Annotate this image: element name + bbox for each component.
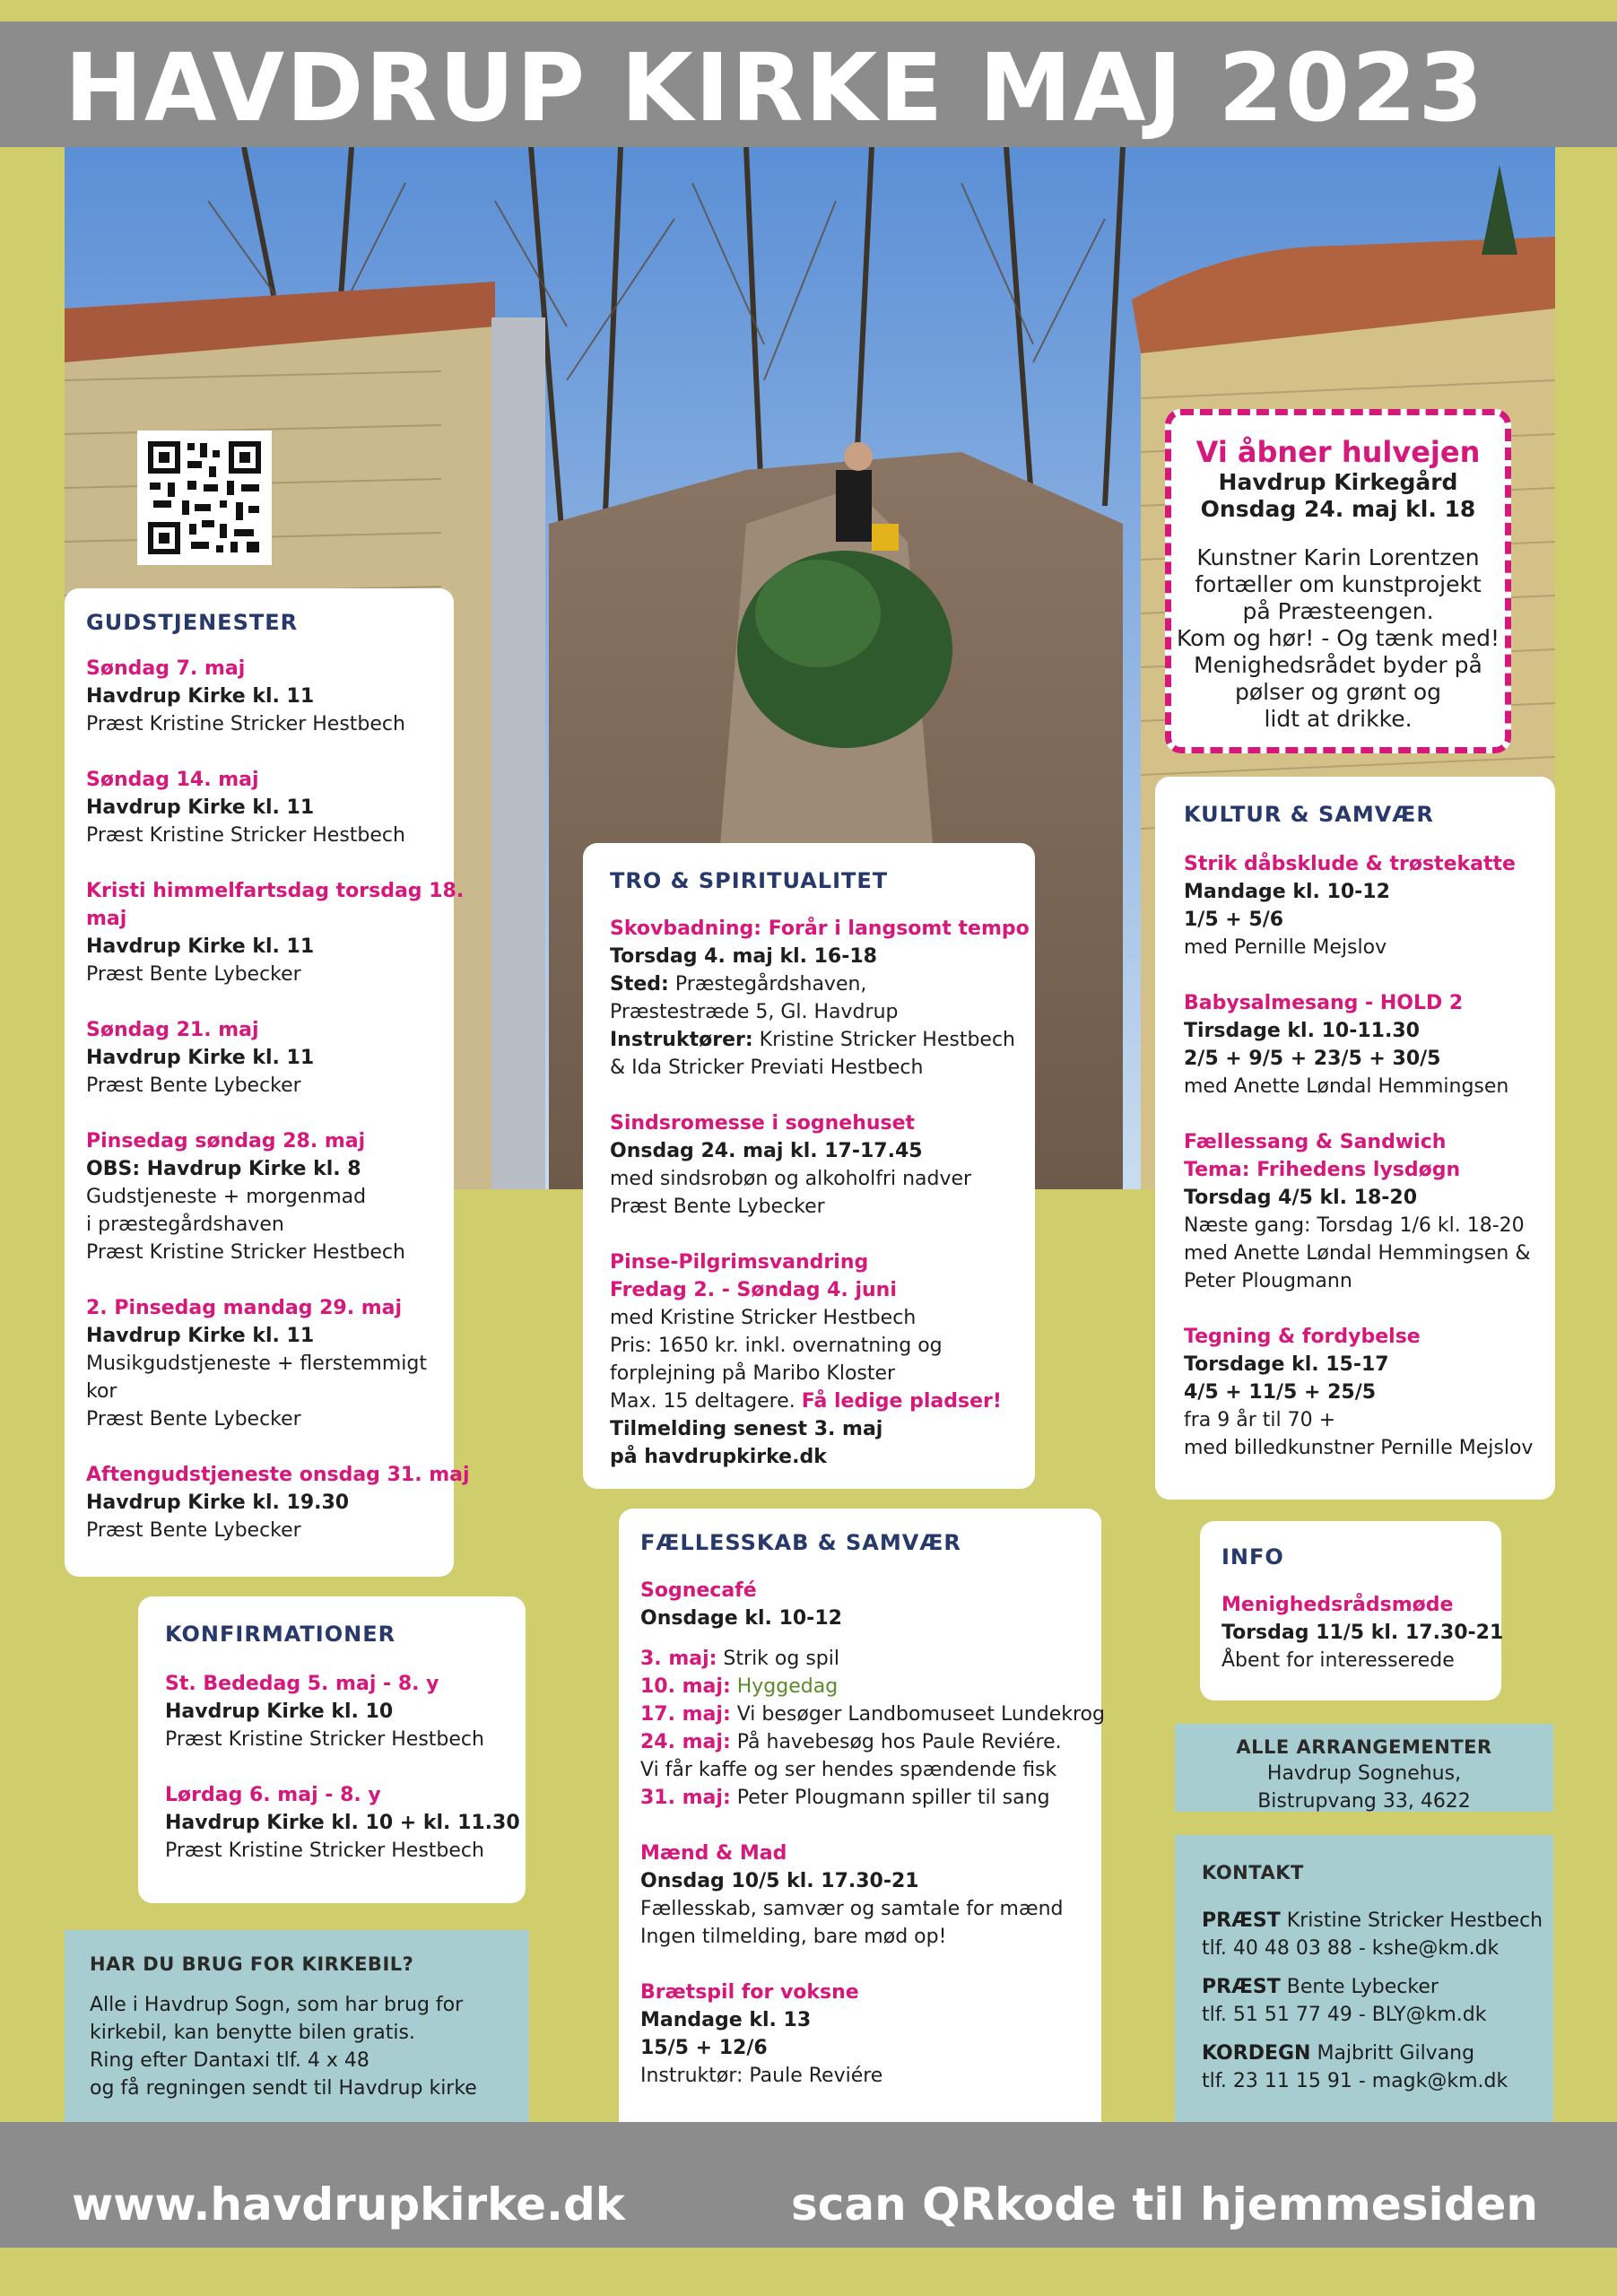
- event-line: [610, 1387, 1013, 1415]
- event-title: Fredag 2. - Søndag 4. juni: [610, 1279, 897, 1301]
- event-line: Fællesskab, samvær og samtale for mænd: [640, 1898, 1064, 1920]
- alle-body: [1184, 1760, 1544, 1815]
- event-value: Kristine Stricker Hestbech: [752, 1029, 1015, 1051]
- event-when: Torsdage kl. 15-17: [1184, 1353, 1389, 1376]
- qr-caption: scan QRkode til hjemmesiden: [790, 2179, 1538, 2231]
- highlight-line: lidt at drikke.: [1264, 706, 1413, 732]
- event-line: Pris: 1650 kr. inkl. overnatning og: [610, 1335, 943, 1357]
- event-line: Instruktør: Paule Reviére: [640, 2065, 883, 2087]
- kultur-card: [1155, 777, 1555, 1500]
- service-extra: kor: [86, 1380, 117, 1403]
- contact-name-line: [1202, 1973, 1535, 2001]
- service-extra: Gudstjeneste + morgenmad: [86, 1186, 367, 1208]
- event-title: Sognecafé: [640, 1579, 757, 1602]
- event-line: Tilmelding senest 3. maj: [610, 1418, 883, 1440]
- service-place: OBS: Havdrup Kirke kl. 8: [86, 1158, 361, 1180]
- event-title: Fællessang & Sandwich: [1184, 1131, 1447, 1153]
- footer-bar: [0, 2122, 1617, 2248]
- cafe-date: 3. maj:: [640, 1648, 717, 1670]
- event-label: Sted:: [610, 973, 669, 996]
- event-line: & Ida Stricker Previati Hestbech: [610, 1057, 924, 1079]
- event-title: Tema: Frihedens lysdøgn: [1184, 1159, 1461, 1181]
- event-when: Torsdag 11/5 kl. 17.30-21: [1221, 1622, 1504, 1644]
- event-when: Tirsdage kl. 10-11.30: [1184, 1020, 1420, 1042]
- kirkebil-line: Ring efter Dantaxi tlf. 4 x 48: [90, 2049, 369, 2072]
- event-line: Præstestræde 5, Gl. Havdrup: [610, 1001, 899, 1023]
- event-line: med Kristine Stricker Hestbech: [610, 1307, 917, 1329]
- service-date: Søndag 21. maj: [86, 1019, 259, 1041]
- event-title: Skovbadning: Forår i langsomt tempo: [610, 918, 1030, 940]
- kirkebil-line: og få regningen sendt til Havdrup kirke: [90, 2077, 477, 2100]
- tro-title: TRO & SPIRITUALITET: [610, 868, 889, 893]
- service-priest: Præst Kristine Stricker Hestbech: [86, 1241, 405, 1264]
- alle-title: ALLE ARRANGEMENTER: [1236, 1736, 1492, 1758]
- info-card: [1200, 1521, 1504, 1700]
- highlight-line: på Præsteengen.: [1242, 598, 1434, 624]
- info-title: INFO: [1221, 1544, 1284, 1570]
- alle-line: Havdrup Sognehus,: [1266, 1762, 1462, 1785]
- service-priest: Præst Kristine Stricker Hestbech: [86, 824, 405, 847]
- event-line: Ingen tilmelding, bare mød op!: [640, 1926, 947, 1948]
- service-date: Kristi himmelfartsdag torsdag 18.: [86, 880, 465, 902]
- service-extra: Musikgudstjeneste + flerstemmigt: [86, 1352, 427, 1375]
- highlight-line: Menighedsrådet byder på: [1194, 652, 1482, 678]
- cafe-item: [640, 1700, 1105, 1728]
- service-date: Aftengudstjeneste onsdag 31. maj: [86, 1464, 470, 1486]
- cafe-date: 24. maj:: [640, 1731, 731, 1753]
- event-title: Pinse-Pilgrimsvandring: [610, 1251, 869, 1274]
- konfirmationer-list: [165, 1670, 520, 1865]
- highlight-title: Vi åbner hulvejen: [1195, 435, 1481, 469]
- highlight-line: fortæller om kunstprojekt: [1195, 571, 1482, 597]
- confirmation-place: Havdrup Kirke kl. 10: [165, 1700, 394, 1723]
- kontakt-box: [1175, 1835, 1553, 2122]
- service-date: maj: [86, 908, 127, 930]
- highlight-line: Kom og hør! - Og tænk med!: [1177, 625, 1500, 651]
- kultur-title: KULTUR & SAMVÆR: [1184, 802, 1434, 827]
- contact-name-line: [1202, 2039, 1535, 2067]
- event-title: Sindsromesse i sognehuset: [610, 1112, 916, 1135]
- event-line: Præst Bente Lybecker: [610, 1196, 825, 1218]
- event-line: på havdrupkirke.dk: [610, 1446, 827, 1468]
- event-title: Menighedsrådsmøde: [1221, 1594, 1454, 1616]
- event-highlight-card: [1165, 409, 1511, 753]
- kirkebil-box: [65, 1930, 529, 2122]
- contact-name: Majbritt Gilvang: [1310, 2042, 1475, 2065]
- event-line: Åbent for interesserede: [1221, 1649, 1455, 1672]
- highlight-body: [1171, 544, 1505, 733]
- konfirmationer-card: [138, 1596, 526, 1903]
- highlight-line: pølser og grønt og: [1234, 679, 1442, 705]
- event-value: Max. 15 deltagere.: [610, 1390, 802, 1413]
- event-line: med Pernille Mejslov: [1184, 936, 1387, 959]
- cafe-item: [640, 1728, 1080, 1756]
- service-priest: Præst Bente Lybecker: [86, 1074, 301, 1097]
- cafe-item: [640, 1784, 1080, 1812]
- event-line: fra 9 år til 70 +: [1184, 1409, 1336, 1431]
- event-line: [610, 1026, 1013, 1054]
- event-alert: Få ledige pladser!: [801, 1390, 1002, 1413]
- event-when: Mandage kl. 10-12: [1184, 881, 1390, 903]
- cafe-date: 17. maj:: [640, 1703, 731, 1726]
- event-when: Onsdag 24. maj kl. 17-17.45: [610, 1140, 923, 1162]
- service-place: Havdrup Kirke kl. 11: [86, 1325, 315, 1347]
- contact-name-line: [1202, 1907, 1543, 1935]
- contact-tel[interactable]: tlf. 23 11 15 91 - magk@km.dk: [1202, 2070, 1508, 2092]
- service-date: 2. Pinsedag mandag 29. maj: [86, 1297, 403, 1319]
- faellesskab-list: [640, 1577, 1105, 2090]
- cafe-text: Strik og spil: [717, 1648, 839, 1670]
- kirkebil-body: [90, 1991, 504, 2102]
- faellesskab-title: FÆLLESSKAB & SAMVÆR: [640, 1530, 961, 1555]
- highlight-line: Kunstner Karin Lorentzen: [1196, 544, 1480, 570]
- faellesskab-card: [619, 1509, 1105, 2122]
- highlight-place: Havdrup Kirkegård: [1218, 469, 1458, 495]
- event-value: Præstegårdshaven,: [668, 973, 867, 996]
- service-priest: Præst Bente Lybecker: [86, 963, 301, 986]
- service-place: Havdrup Kirke kl. 11: [86, 935, 315, 958]
- alle-line: Bistrupvang 33, 4622: [1257, 1790, 1471, 1813]
- service-priest: Præst Kristine Stricker Hestbech: [86, 713, 405, 735]
- service-extra: i præstegårdshaven: [86, 1213, 284, 1236]
- cafe-text: Hyggedag: [730, 1675, 839, 1698]
- contact-role: PRÆST: [1202, 1909, 1281, 1932]
- kultur-list: [1184, 850, 1537, 1462]
- cafe-extra: Vi får kaffe og ser hendes spændende fisk: [640, 1759, 1057, 1781]
- service-place: Havdrup Kirke kl. 11: [86, 796, 315, 819]
- service-place: Havdrup Kirke kl. 11: [86, 685, 315, 708]
- contact-tel[interactable]: tlf. 40 48 03 88 - kshe@km.dk: [1202, 1937, 1500, 1960]
- event-dates: 1/5 + 5/6: [1184, 909, 1284, 931]
- cafe-item: [640, 1673, 1080, 1700]
- service-priest: Præst Bente Lybecker: [86, 1519, 301, 1542]
- event-when: Onsdage kl. 10-12: [640, 1607, 842, 1630]
- confirmation-date: St. Bededag 5. maj - 8. y: [165, 1673, 439, 1695]
- gudstjenester-list: [86, 655, 470, 1544]
- event-dates: 2/5 + 9/5 + 23/5 + 30/5: [1184, 1048, 1441, 1070]
- event-line: med billedkunstner Pernille Mejslov: [1184, 1437, 1534, 1459]
- tro-list: [610, 915, 1030, 1471]
- tro-card: [583, 843, 1035, 1489]
- service-priest: Præst Bente Lybecker: [86, 1408, 301, 1431]
- event-label: Instruktører:: [610, 1029, 753, 1051]
- confirmation-place: Havdrup Kirke kl. 10 + kl. 11.30: [165, 1812, 520, 1834]
- service-place: Havdrup Kirke kl. 19.30: [86, 1492, 350, 1514]
- confirmation-date: Lørdag 6. maj - 8. y: [165, 1784, 381, 1806]
- event-title: Tegning & fordybelse: [1184, 1326, 1421, 1348]
- event-when: Torsdag 4. maj kl. 16-18: [610, 945, 877, 968]
- event-dates: 4/5 + 11/5 + 25/5: [1184, 1381, 1377, 1404]
- event-dates: 15/5 + 12/6: [640, 2037, 768, 2059]
- page-title: HAVDRUP KIRKE MAJ 2023: [65, 33, 1485, 143]
- cafe-date: 10. maj:: [640, 1675, 731, 1698]
- contact-role: KORDEGN: [1202, 2042, 1311, 2065]
- cafe-text: På havebesøg hos Paule Reviére.: [730, 1731, 1062, 1753]
- event-line: forplejning på Maribo Kloster: [610, 1362, 896, 1385]
- cafe-date: 31. maj:: [640, 1787, 731, 1809]
- confirmation-priest: Præst Kristine Stricker Hestbech: [165, 1839, 484, 1862]
- event-line: Næste gang: Torsdag 1/6 kl. 18-20: [1184, 1214, 1525, 1237]
- cafe-item: [640, 1645, 1080, 1673]
- website-link[interactable]: www.havdrupkirke.dk: [72, 2179, 626, 2231]
- gudstjenester-card: [65, 588, 470, 1577]
- event-title: Strik dåbsklude & trøstekatte: [1184, 853, 1516, 875]
- event-title: Babysalmesang - HOLD 2: [1184, 992, 1464, 1014]
- header-bar: [0, 22, 1617, 147]
- cafe-text: Peter Plougmann spiller til sang: [730, 1787, 1050, 1809]
- alle-arrangementer-box: [1175, 1724, 1553, 1812]
- service-date: Søndag 7. maj: [86, 657, 246, 680]
- qr-code-icon[interactable]: [137, 430, 272, 565]
- kirkebil-line: kirkebil, kan benytte bilen gratis.: [90, 2022, 415, 2044]
- event-title: Brætspil for voksne: [640, 1981, 859, 2004]
- event-title: Mænd & Mad: [640, 1842, 787, 1865]
- event-line: med sindsrobøn og alkoholfri nadver: [610, 1168, 972, 1190]
- contact-role: PRÆST: [1202, 1976, 1281, 1998]
- event-when: Onsdag 10/5 kl. 17.30-21: [640, 1870, 919, 1892]
- info-list: [1221, 1591, 1504, 1674]
- event-when: Mandage kl. 13: [640, 2009, 812, 2031]
- highlight-when: Onsdag 24. maj kl. 18: [1200, 496, 1476, 522]
- event-line: med Anette Løndal Hemmingsen: [1184, 1075, 1509, 1098]
- confirmation-priest: Præst Kristine Stricker Hestbech: [165, 1728, 484, 1751]
- event-line: Peter Plougmann: [1184, 1270, 1352, 1292]
- gudstjenester-title: GUDSTJENESTER: [86, 610, 299, 635]
- contact-tel[interactable]: tlf. 51 51 77 49 - BLY@km.dk: [1202, 2004, 1487, 2026]
- kirkebil-line: Alle i Havdrup Sogn, som har brug for: [90, 1994, 464, 2016]
- kirkebil-title: HAR DU BRUG FOR KIRKEBIL?: [90, 1953, 414, 1975]
- service-date: Pinsedag søndag 28. maj: [86, 1130, 366, 1152]
- kontakt-list: [1202, 1907, 1543, 2095]
- contact-name: Kristine Stricker Hestbech: [1280, 1909, 1543, 1932]
- cafe-text: Vi besøger Landbomuseet Lundekrog: [730, 1703, 1105, 1726]
- kontakt-title: KONTAKT: [1202, 1862, 1304, 1883]
- konfirmationer-title: KONFIRMATIONER: [165, 1622, 396, 1647]
- contact-name: Bente Lybecker: [1280, 1976, 1439, 1998]
- event-line: med Anette Løndal Hemmingsen &: [1184, 1242, 1531, 1265]
- event-line: [610, 970, 1013, 998]
- service-date: Søndag 14. maj: [86, 769, 259, 791]
- event-when: Torsdag 4/5 kl. 18-20: [1184, 1187, 1418, 1209]
- service-place: Havdrup Kirke kl. 11: [86, 1047, 315, 1069]
